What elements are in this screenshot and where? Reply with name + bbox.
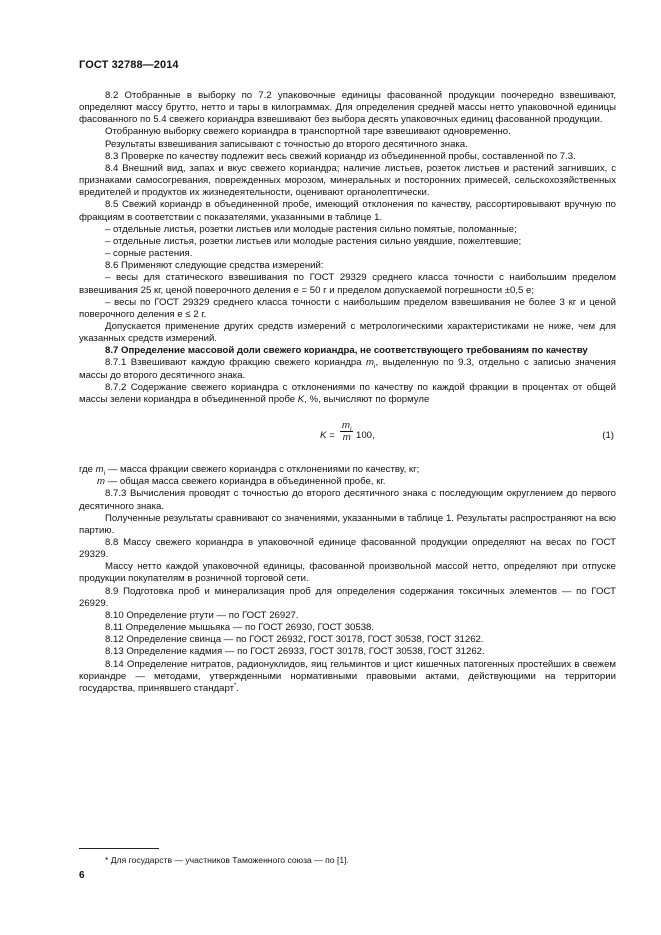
paragraph-8-11: 8.11 Определение мышьяка — по ГОСТ 26930, ГОСТ 30538. <box>105 622 375 634</box>
paragraph-8-10: 8.10 Определение ртути — по ГОСТ 26927. <box>105 609 299 621</box>
variable: m <box>97 476 105 488</box>
text-segment: , %, вычисляют по формуле <box>304 393 430 405</box>
variable: K <box>297 393 305 405</box>
formula-denominator: m <box>342 432 351 444</box>
definition-m <box>79 476 616 488</box>
list-item: – отдельные листья, розетки листьев или молодые растения сильно увядшие, пожелтевшие; <box>105 235 522 247</box>
list-item: – весы по ГОСТ 29329 среднего класса точности с наибольшим пределом взвешивания не более 3 кг и ценой поверочного деления е ≤ 2 г. <box>79 296 616 320</box>
paragraph-8-2-tare: Отобранную выборку свежего кориандра в транспортной таре взвешивают одновременно. <box>105 126 511 138</box>
formula-multiplier: 100, <box>356 430 375 442</box>
paragraph-8-2-results: Результаты взвешивания записывают с точностью до второго десятичного знака. <box>105 138 468 150</box>
definition-mi <box>79 464 616 476</box>
text-segment: . <box>236 682 239 694</box>
text-segment: — общая масса свежего кориандра в объединенной пробе, кг. <box>105 476 386 488</box>
paragraph-8-12: 8.12 Определение свинца — по ГОСТ 26932, ГОСТ 30178, ГОСТ 30538, ГОСТ 31262. <box>105 634 484 646</box>
paragraph-8-7-3-results: Полученные результаты сравнивают со значениями, указанными в таблице 1. Результаты распространяют на всю партию. <box>79 512 616 536</box>
formula-fraction <box>340 420 353 444</box>
paragraph-8-13: 8.13 Определение кадмия — по ГОСТ 26933, ГОСТ 30178, ГОСТ 30538, ГОСТ 31262. <box>105 646 485 658</box>
document-header: ГОСТ 32788—2014 <box>79 59 179 71</box>
list-item: – отдельные листья, розетки листьев или молодые растения сильно помятые, поломанные; <box>105 223 517 235</box>
text-segment: где <box>79 464 96 476</box>
page-number: 6 <box>79 870 85 881</box>
paragraph-8-7-2 <box>79 382 616 406</box>
paragraph-8-14 <box>79 659 616 695</box>
footnote-marker: * <box>233 682 237 689</box>
text-segment: , выделенную по 9.3, отдельно с записью значения массы до второго десятичного знака. <box>79 357 616 381</box>
formula-numerator <box>340 420 353 432</box>
formula-lhs: K = <box>320 430 335 442</box>
paragraph-8-3: 8.3 Проверке по качеству подлежит весь свежий кориандр из объединенной пробы, составленной по 7.3. <box>105 150 576 162</box>
paragraph-8-5: 8.5 Свежий кориандр в объединенной пробе, имеющий отклонения по качеству, рассортировывают вручную по фракциям в соответствии с показателями, указанными в таблице 1. <box>79 199 616 223</box>
subscript: i <box>350 425 352 433</box>
paragraph-8-6: 8.6 Применяют следующие средства измерений: <box>105 260 324 272</box>
text-segment: — масса фракции свежего кориандра с отклонениями по качеству, кг; <box>105 464 420 476</box>
paragraph-8-7-1 <box>79 357 616 381</box>
subscript: i <box>103 469 106 477</box>
list-item: – сорные растения. <box>105 248 193 260</box>
section-heading-8-7: 8.7 Определение массовой доли свежего кориандра, не соответствующего требованиям по качеству <box>105 345 588 357</box>
formula-number: (1) <box>602 430 614 442</box>
paragraph-8-8: 8.8 Массу свежего кориандра в упаковочной единице фасованной продукции определяют на весах по ГОСТ 29329. <box>79 537 616 561</box>
list-item: – весы для статического взвешивания по ГОСТ 29329 среднего класса точности с наибольшим пределом взвешивания 25 кг, ценой поверочного деления е = 50 г и пределом допускаемой погрешности ±0,5 е; <box>79 272 616 296</box>
footnote: * Для государств — участников Таможенного союза — по [1]. <box>105 855 349 865</box>
paragraph-8-8-net: Массу нетто каждой упаковочной единицы, фасованной произвольной массой нетто, определяют при отпуске продукции покупателям в розничной торговой сети. <box>79 561 616 585</box>
footnote-divider <box>79 848 159 849</box>
text-segment: 8.7.1 Взвешивают каждую фракцию свежего кориандра <box>105 357 367 369</box>
formula-definitions <box>79 464 616 488</box>
document-body <box>79 90 616 695</box>
text-segment: 8.14 Определение нитратов, радионуклидов, яиц гельминтов и цист кишечных патогенных простейших в свежем кориандре — методами, утвержденными нормативными правовыми актами, действующими на территории государства, принявшего стандарт <box>79 658 616 694</box>
paragraph-8-4: 8.4 Внешний вид, запах и вкус свежего кориандра; наличие листьев, розеток листьев и растений загнивших, с признаками самосогревания, поврежденных морозом, минеральных и посторонних примесей, сельскохозяйственных вредителей и продуктов их жизнедеятельности, оценивают органолептически. <box>79 162 616 199</box>
text-segment: 8.7.2 Содержание свежего кориандра с отклонениями по качеству по каждой фракции в процентах от общей массы зелени кориандра в объединенной пробе <box>79 381 616 405</box>
paragraph-8-6-note: Допускается применение других средств измерений с метрологическими характеристиками не ниже, чем для указанных средств измерений. <box>79 320 616 345</box>
variable: m <box>342 420 350 432</box>
paragraph-8-7-3: 8.7.3 Вычисления проводят с точностью до второго десятичного знака с последующим округлением до первого десятичного знака. <box>79 488 616 512</box>
formula-1 <box>79 418 616 456</box>
paragraph-8-9: 8.9 Подготовка проб и минерализация проб для определения содержания токсичных элементов — по ГОСТ 26929. <box>79 585 616 609</box>
variable: m <box>95 464 104 476</box>
subscript: i <box>374 363 376 371</box>
paragraph-8-2: 8.2 Отобранные в выборку по 7.2 упаковочные единицы фасованной продукции поочередно взвешивают, определяют массу брутто, нетто и тары в килограммах. Для определения средней массы нетто упаковочной единицы фасованного по 5.4 свежего кориандра взвешивают без выбора десять упаковочных единиц фасованной продукции. <box>79 90 616 126</box>
variable: m <box>366 357 375 369</box>
